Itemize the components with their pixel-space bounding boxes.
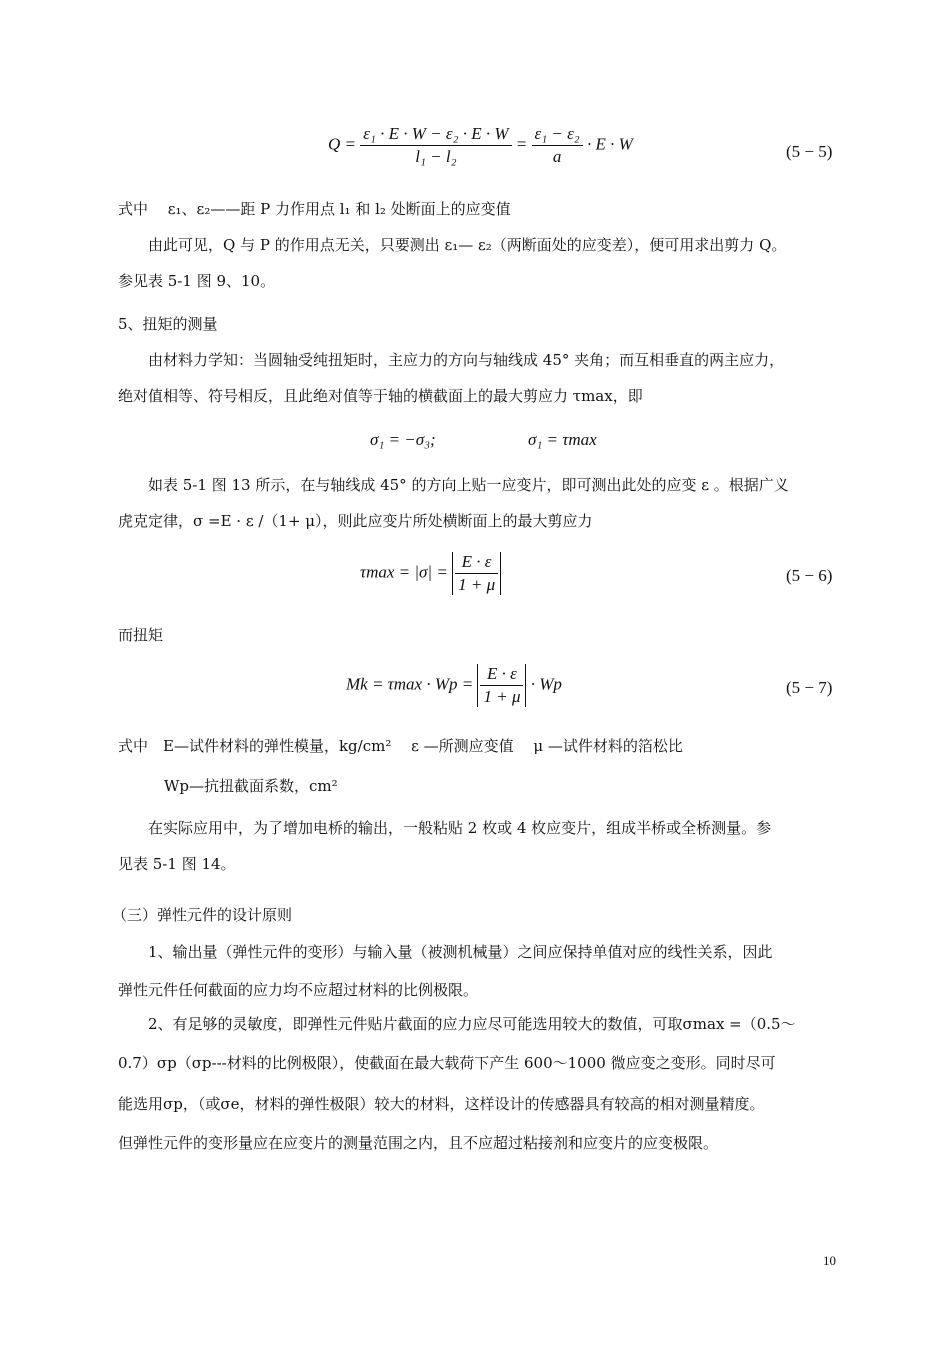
eq6-fraction xyxy=(455,552,498,595)
equation-principal-stress: σ₁ = −σ₃; xyxy=(370,430,436,449)
paragraph-symbols: 式中 ε₁、ε₂——距 P 力作用点 l₁ 和 l₂ 处断面上的应变值 xyxy=(118,200,511,218)
paragraph-torque-label: 而扭矩 xyxy=(118,626,164,644)
eq7-fraction xyxy=(480,664,523,707)
paragraph-variables: 式中 E—试件材料的弹性模量，kg/cm² ε —所测应变值 μ —试件材料的箔松比 xyxy=(118,737,683,755)
equation-5-6 xyxy=(360,552,501,595)
eq6-lhs: τmax = |σ| = xyxy=(360,562,448,582)
eq7-absolute xyxy=(477,664,526,707)
paragraph-reference: 参见表 5-1 图 9、10。 xyxy=(118,272,276,290)
eq5-denominator-1: l₁ − l₂ xyxy=(415,147,457,166)
paragraph-section-modulus: Wp—抗扭截面系数，cm² xyxy=(164,777,338,795)
eq6-absolute xyxy=(452,552,501,595)
paragraph-principle-2c: 能选用σp，（或σe，材料的弹性极限）较大的材料，这样设计的传感器具有较高的相对测量精度。 xyxy=(118,1095,765,1113)
paragraph-hooke-2: 虎克定律，σ =E · ε /（1+ μ），则此应变片所处横断面上的最大剪应力 xyxy=(118,512,593,530)
equation-5-7 xyxy=(346,664,562,707)
eq5-lhs: Q = xyxy=(328,134,356,154)
paragraph-principle-1b: 弹性元件任何截面的应力均不应超过材料的比例极限。 xyxy=(118,981,479,999)
eq5-denominator-2: a xyxy=(552,147,562,166)
paragraph-torque-2: 绝对值相等、符号相反，且此绝对值等于轴的横截面上的最大剪应力 τmax，即 xyxy=(118,387,643,405)
page-number: 10 xyxy=(823,1253,836,1268)
eq7-numerator: E · ε xyxy=(480,664,523,686)
eq5-tail: · E · W xyxy=(586,134,633,154)
eq5-numerator-2: ε₁ − ε₂ xyxy=(532,124,583,146)
eq6-numerator: E · ε xyxy=(455,552,498,574)
equation-number-5-5: (5 − 5) xyxy=(786,142,833,161)
eq7-tail: · Wp xyxy=(530,674,562,694)
eq5-fraction-2 xyxy=(532,124,583,167)
paragraph-principle-2b: 0.7）σp（σp---材料的比例极限），使截面在最大载荷下产生 600～1000 微应变之变形。同时尽可 xyxy=(118,1054,776,1072)
paragraph-bridge-1: 在实际应用中，为了增加电桥的输出，一般粘贴 2 枚或 4 枚应变片，组成半桥或全桥测量。参 xyxy=(148,819,772,837)
section-heading-torque: 5、扭矩的测量 xyxy=(118,315,218,333)
equation-number-5-6: (5 − 6) xyxy=(786,566,833,585)
equation-max-shear: σ₁ = τmax xyxy=(528,430,597,449)
section-heading-design: （三）弹性元件的设计原则 xyxy=(112,906,293,924)
eq7-denominator: 1 + μ xyxy=(483,687,521,706)
paragraph-shear-force: 由此可见，Q 与 P 的作用点无关，只要测出 ε₁— ε₂（两断面处的应变差），便可用求出剪力 Q。 xyxy=(148,236,787,254)
eq5-numerator-1: ε₁ · E · W − ε₂ · E · W xyxy=(360,124,511,146)
eq7-lhs: Mk = τmax · Wp = xyxy=(346,674,474,694)
equation-5-5 xyxy=(328,124,633,167)
eq5-equals: = xyxy=(515,134,528,154)
paragraph-hooke-1: 如表 5-1 图 13 所示，在与轴线成 45° 的方向上贴一应变片，即可测出此处的应变 ε 。根据广义 xyxy=(148,476,789,494)
paragraph-principle-1a: 1、输出量（弹性元件的变形）与输入量（被测机械量）之间应保持单值对应的线性关系，因此 xyxy=(148,943,773,961)
paragraph-principle-2d: 但弹性元件的变形量应在应变片的测量范围之内，且不应超过粘接剂和应变片的应变极限。 xyxy=(118,1134,719,1152)
eq6-denominator: 1 + μ xyxy=(458,575,496,594)
eq5-fraction-1 xyxy=(360,124,511,167)
paragraph-torque-1: 由材料力学知：当圆轴受纯扭矩时，主应力的方向与轴线成 45° 夹角；而互相垂直的两主应力， xyxy=(148,351,785,369)
paragraph-principle-2a: 2、有足够的灵敏度，即弹性元件贴片截面的应力应尽可能选用较大的数值，可取σmax =（0.5～ xyxy=(148,1015,796,1033)
equation-number-5-7: (5 − 7) xyxy=(786,678,833,697)
paragraph-bridge-2: 见表 5-1 图 14。 xyxy=(118,855,236,873)
